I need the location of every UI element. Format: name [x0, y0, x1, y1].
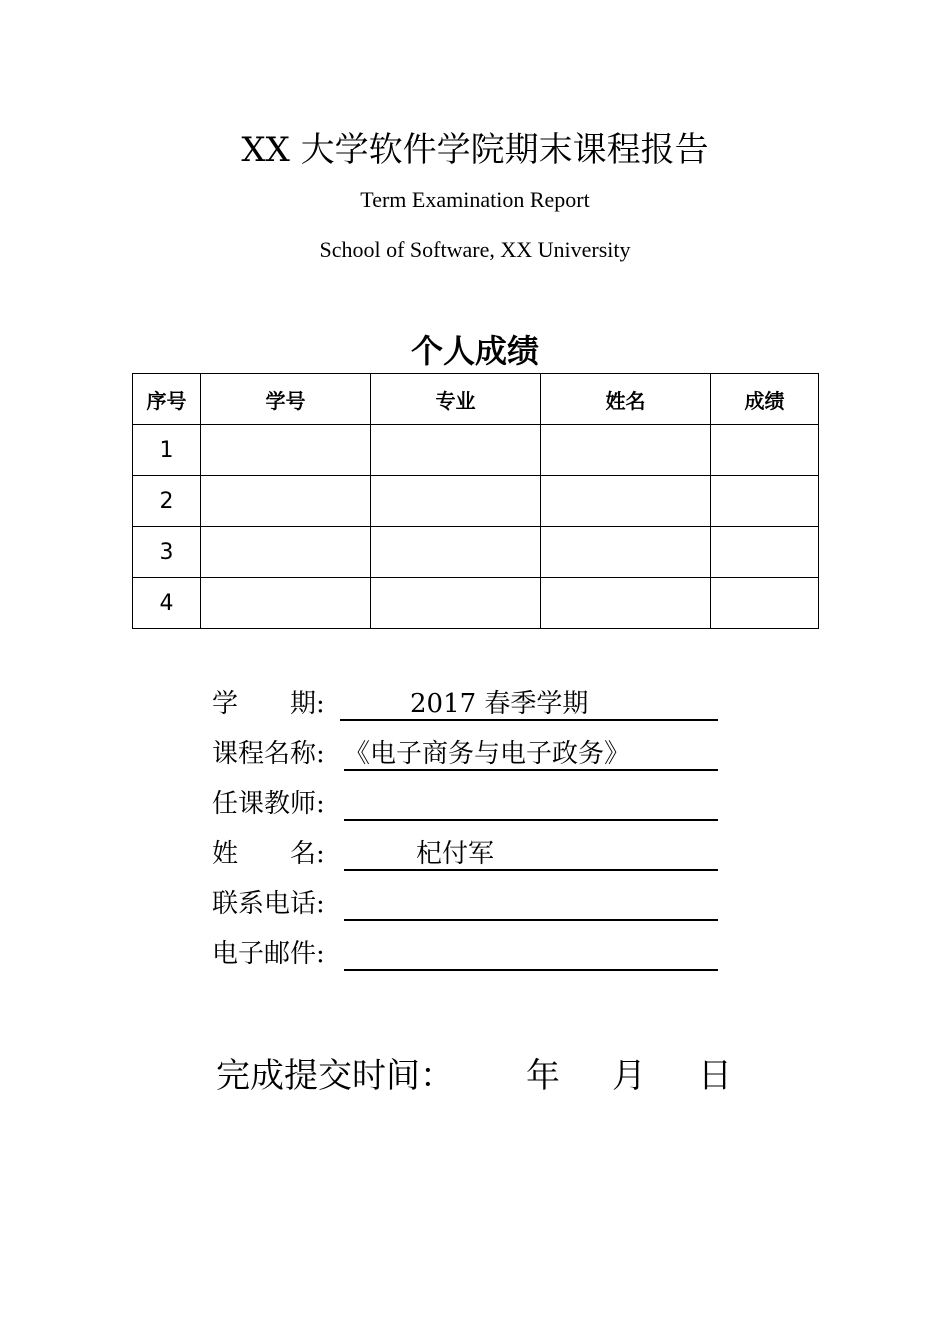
score-cell[interactable] [711, 578, 819, 629]
column-header-score: 成绩 [711, 374, 819, 425]
submission-day: 日 [698, 1056, 732, 1096]
row-index-cell: 3 [133, 527, 201, 578]
report-title: XX 大学软件学院期末课程报告 [241, 130, 709, 170]
submission-year: 年 [526, 1056, 560, 1096]
teacher-field[interactable] [344, 786, 718, 821]
report-subtitle-en: Term Examination Report [360, 187, 590, 212]
phone-row [212, 886, 732, 922]
term-value: 2017 春季学期 [410, 689, 589, 719]
name-cell[interactable] [541, 425, 711, 476]
course-value: 《电子商务与电子政务》 [344, 739, 631, 769]
name-cell[interactable] [541, 476, 711, 527]
student-id-cell[interactable] [201, 578, 371, 629]
name-field[interactable] [344, 836, 718, 871]
email-row [212, 936, 732, 972]
course-label: 课程名称: [212, 739, 325, 769]
major-cell[interactable] [371, 476, 541, 527]
phone-label: 联系电话: [212, 889, 325, 919]
submission-month: 月 [612, 1056, 646, 1096]
name-cell[interactable] [541, 578, 711, 629]
column-header-major: 专业 [371, 374, 541, 425]
name-row [212, 836, 732, 872]
school-name-en: School of Software, XX University [319, 237, 631, 262]
row-index-cell: 1 [133, 425, 201, 476]
student-id-cell[interactable] [201, 527, 371, 578]
table-row [133, 578, 819, 629]
table-row [133, 425, 819, 476]
major-cell[interactable] [371, 578, 541, 629]
name-cell[interactable] [541, 527, 711, 578]
teacher-label: 任课教师: [212, 789, 325, 819]
term-field[interactable] [340, 686, 718, 721]
major-cell[interactable] [371, 527, 541, 578]
term-row [212, 686, 732, 722]
score-cell[interactable] [711, 527, 819, 578]
email-label: 电子邮件: [212, 939, 325, 969]
email-field[interactable] [344, 936, 718, 971]
course-row [212, 736, 732, 772]
column-header-student-id: 学号 [201, 374, 371, 425]
grades-table [132, 373, 819, 629]
table-row [133, 476, 819, 527]
student-id-cell[interactable] [201, 476, 371, 527]
phone-field[interactable] [344, 886, 718, 921]
course-field[interactable] [344, 736, 718, 771]
column-header-name: 姓名 [541, 374, 711, 425]
row-index-cell: 4 [133, 578, 201, 629]
student-id-cell[interactable] [201, 425, 371, 476]
major-cell[interactable] [371, 425, 541, 476]
score-cell[interactable] [711, 425, 819, 476]
row-index-cell: 2 [133, 476, 201, 527]
submission-label: 完成提交时间： [216, 1056, 454, 1096]
grades-section-title: 个人成绩 [410, 332, 539, 370]
term-label: 学 期: [212, 689, 325, 719]
submission-time-row [216, 1054, 732, 1098]
name-value: 杞付军 [416, 839, 495, 869]
table-header-row [133, 374, 819, 425]
table-row [133, 527, 819, 578]
score-cell[interactable] [711, 476, 819, 527]
teacher-row [212, 786, 732, 822]
column-header-index: 序号 [133, 374, 201, 425]
name-label: 姓 名: [212, 839, 325, 869]
